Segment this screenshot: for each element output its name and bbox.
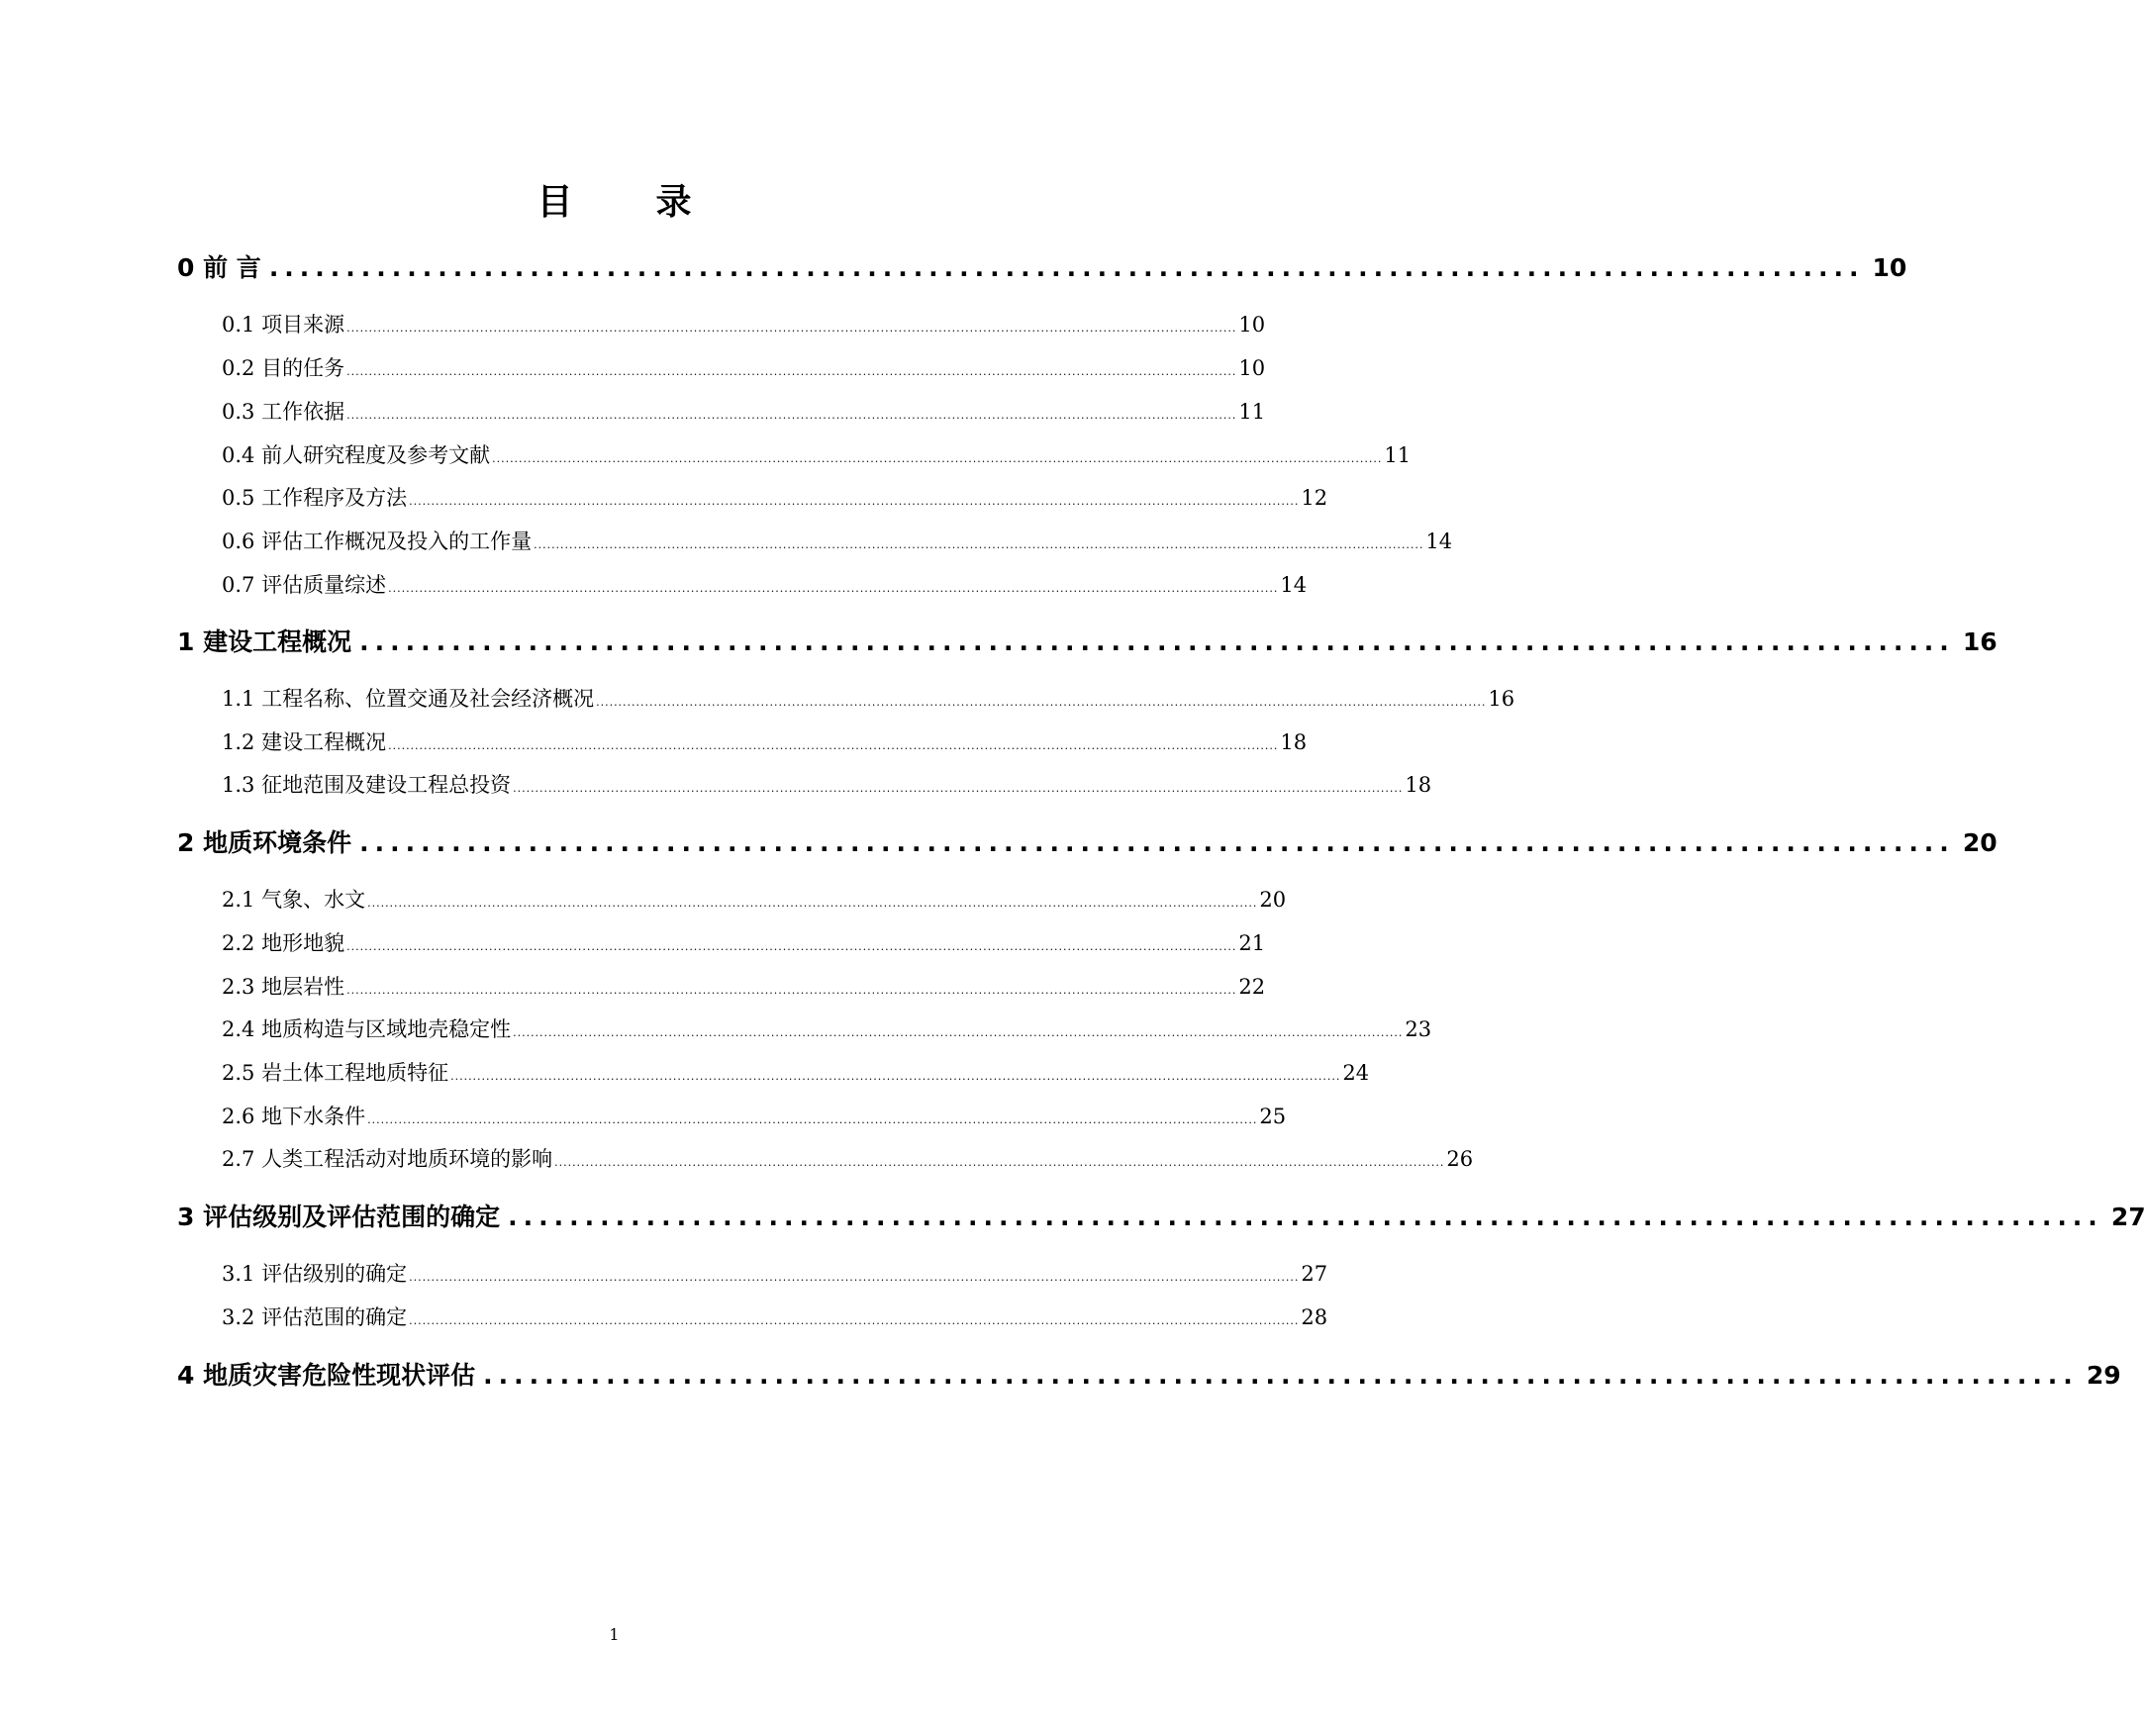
dot-leader: ........................................................................................................ [359, 828, 1955, 857]
dot-leader: ........................................................................................................................................................................................................ [388, 582, 1279, 595]
toc-entry-section[interactable] [222, 354, 1266, 386]
toc-entry-page: 29 [2086, 1361, 2121, 1390]
toc-entry-section[interactable] [222, 484, 1328, 516]
toc-entry-label: 1.3 征地范围及建设工程总投资 [222, 773, 512, 797]
toc-entry-section[interactable] [222, 571, 1308, 603]
toc-entry-page: 27 [2110, 1203, 2146, 1231]
toc-entry-page: 20 [1962, 828, 1998, 857]
toc-entry-chapter[interactable] [177, 1360, 2121, 1392]
toc-entry-label: 2.3 地层岩性 [222, 975, 345, 999]
dot-leader: ........................................................................................................ [268, 253, 1865, 282]
dot-leader: ........................................................................................................................................................................................................ [450, 1070, 1341, 1083]
dot-leader: ........................................................................................................................................................................................................ [513, 782, 1404, 795]
toc-entry-label: 3.2 评估范围的确定 [222, 1305, 408, 1329]
toc-entry-label: 0.3 工作依据 [222, 400, 345, 424]
toc-entry-page: 18 [1405, 773, 1432, 797]
toc-entry-page: 20 [1259, 888, 1287, 912]
dot-leader: ........................................................................................................ [359, 627, 1955, 656]
toc-entry-label: 0.6 评估工作概况及投入的工作量 [222, 530, 533, 553]
dot-leader: ........................................................................................................................................................................................................ [554, 1156, 1445, 1169]
toc-entry-section[interactable] [222, 685, 1515, 717]
toc-entry-label: 0.2 目的任务 [222, 356, 345, 380]
toc-entry-section[interactable] [222, 929, 1266, 961]
dot-leader: ........................................................................................................................................................................................................ [346, 409, 1237, 422]
toc-entry-label: 1 建设工程概况 [177, 627, 352, 656]
toc-entry-label: 2.4 地质构造与区域地壳稳定性 [222, 1017, 512, 1041]
toc-entry-label: 0.5 工作程序及方法 [222, 486, 408, 510]
dot-leader: ........................................................................................................................................................................................................ [596, 696, 1487, 709]
toc-entry-page: 18 [1280, 730, 1308, 754]
toc-entry-page: 12 [1301, 486, 1328, 510]
toc-entry-label: 0 前 言 [177, 253, 261, 282]
dot-leader: ........................................................................................................................................................................................................ [409, 1271, 1300, 1284]
dot-leader: ........................................................................................................................................................................................................ [346, 365, 1237, 378]
toc-entry-label: 0.1 项目来源 [222, 313, 345, 337]
toc-entry-label: 3.1 评估级别的确定 [222, 1262, 408, 1286]
toc-entry-chapter[interactable] [177, 1202, 2146, 1233]
toc-entry-section[interactable] [222, 1303, 1328, 1335]
toc-title: 目录 [536, 182, 775, 223]
toc-entry-label: 1.2 建设工程概况 [222, 730, 387, 754]
toc-entry-page: 26 [1446, 1147, 1474, 1171]
toc-entry-section[interactable] [222, 973, 1266, 1005]
dot-leader: ........................................................................................................ [483, 1361, 2079, 1390]
toc-entry-section[interactable] [222, 441, 1412, 473]
toc-entry-page: 25 [1259, 1105, 1287, 1128]
toc-entry-section[interactable] [222, 886, 1287, 917]
dot-leader: ........................................................................................................................................................................................................ [534, 538, 1424, 551]
toc-entry-section[interactable] [222, 1103, 1287, 1134]
toc-entry-label: 0.4 前人研究程度及参考文献 [222, 443, 491, 467]
dot-leader: ........................................................................................................................................................................................................ [388, 739, 1279, 752]
toc-entry-page: 11 [1384, 443, 1412, 467]
toc-entry-label: 2.2 地形地貌 [222, 931, 345, 955]
toc-entry-section[interactable] [222, 1059, 1370, 1091]
toc-entry-chapter[interactable] [177, 827, 1998, 859]
toc-entry-label: 2.6 地下水条件 [222, 1105, 366, 1128]
toc-entry-label: 2.5 岩土体工程地质特征 [222, 1061, 449, 1085]
dot-leader: ........................................................................................................................................................................................................ [346, 940, 1237, 953]
toc-entry-page: 14 [1280, 573, 1308, 597]
toc-entry-page: 21 [1238, 931, 1266, 955]
toc-entry-page: 24 [1342, 1061, 1370, 1085]
toc-entry-section[interactable] [222, 1015, 1432, 1047]
dot-leader: ........................................................................................................................................................................................................ [513, 1026, 1404, 1039]
toc-entry-section[interactable] [222, 1260, 1328, 1292]
toc-entry-page: 10 [1872, 253, 1907, 282]
toc-entry-page: 23 [1405, 1017, 1432, 1041]
toc-entry-label: 2.7 人类工程活动对地质环境的影响 [222, 1147, 553, 1171]
toc-entry-page: 10 [1238, 356, 1266, 380]
dot-leader: ........................................................................................................................................................................................................ [409, 1314, 1300, 1327]
dot-leader: ........................................................................................................ [508, 1203, 2103, 1231]
dot-leader: ........................................................................................................................................................................................................ [346, 322, 1237, 335]
toc-entry-label: 1.1 工程名称、位置交通及社会经济概况 [222, 687, 595, 711]
toc-entry-label: 3 评估级别及评估范围的确定 [177, 1203, 501, 1231]
toc-entry-page: 27 [1301, 1262, 1328, 1286]
toc-entry-chapter[interactable] [177, 627, 1998, 658]
dot-leader: ........................................................................................................................................................................................................ [367, 897, 1258, 910]
page-number: 1 [609, 1625, 620, 1644]
toc-entry-label: 2 地质环境条件 [177, 828, 352, 857]
toc-entry-chapter[interactable] [177, 252, 1907, 284]
toc-entry-page: 16 [1488, 687, 1515, 711]
toc-entry-label: 2.1 气象、水文 [222, 888, 366, 912]
toc-entry-page: 14 [1425, 530, 1453, 553]
dot-leader: ........................................................................................................................................................................................................ [367, 1113, 1258, 1126]
toc-entry-page: 16 [1962, 627, 1998, 656]
toc-entry-section[interactable] [222, 771, 1432, 803]
toc-entry-section[interactable] [222, 528, 1453, 559]
dot-leader: ........................................................................................................................................................................................................ [346, 984, 1237, 997]
toc-entry-page: 10 [1238, 313, 1266, 337]
toc-entry-section[interactable] [222, 311, 1266, 342]
toc-entry-page: 28 [1301, 1305, 1328, 1329]
toc-entry-label: 4 地质灾害危险性现状评估 [177, 1361, 476, 1390]
toc-entry-label: 0.7 评估质量综述 [222, 573, 387, 597]
toc-entry-page: 11 [1238, 400, 1266, 424]
toc-entry-section[interactable] [222, 728, 1308, 760]
dot-leader: ........................................................................................................................................................................................................ [492, 452, 1383, 465]
toc-entry-section[interactable] [222, 398, 1266, 430]
dot-leader: ........................................................................................................................................................................................................ [409, 495, 1300, 508]
toc-entry-page: 22 [1238, 975, 1266, 999]
toc-entry-section[interactable] [222, 1145, 1474, 1177]
